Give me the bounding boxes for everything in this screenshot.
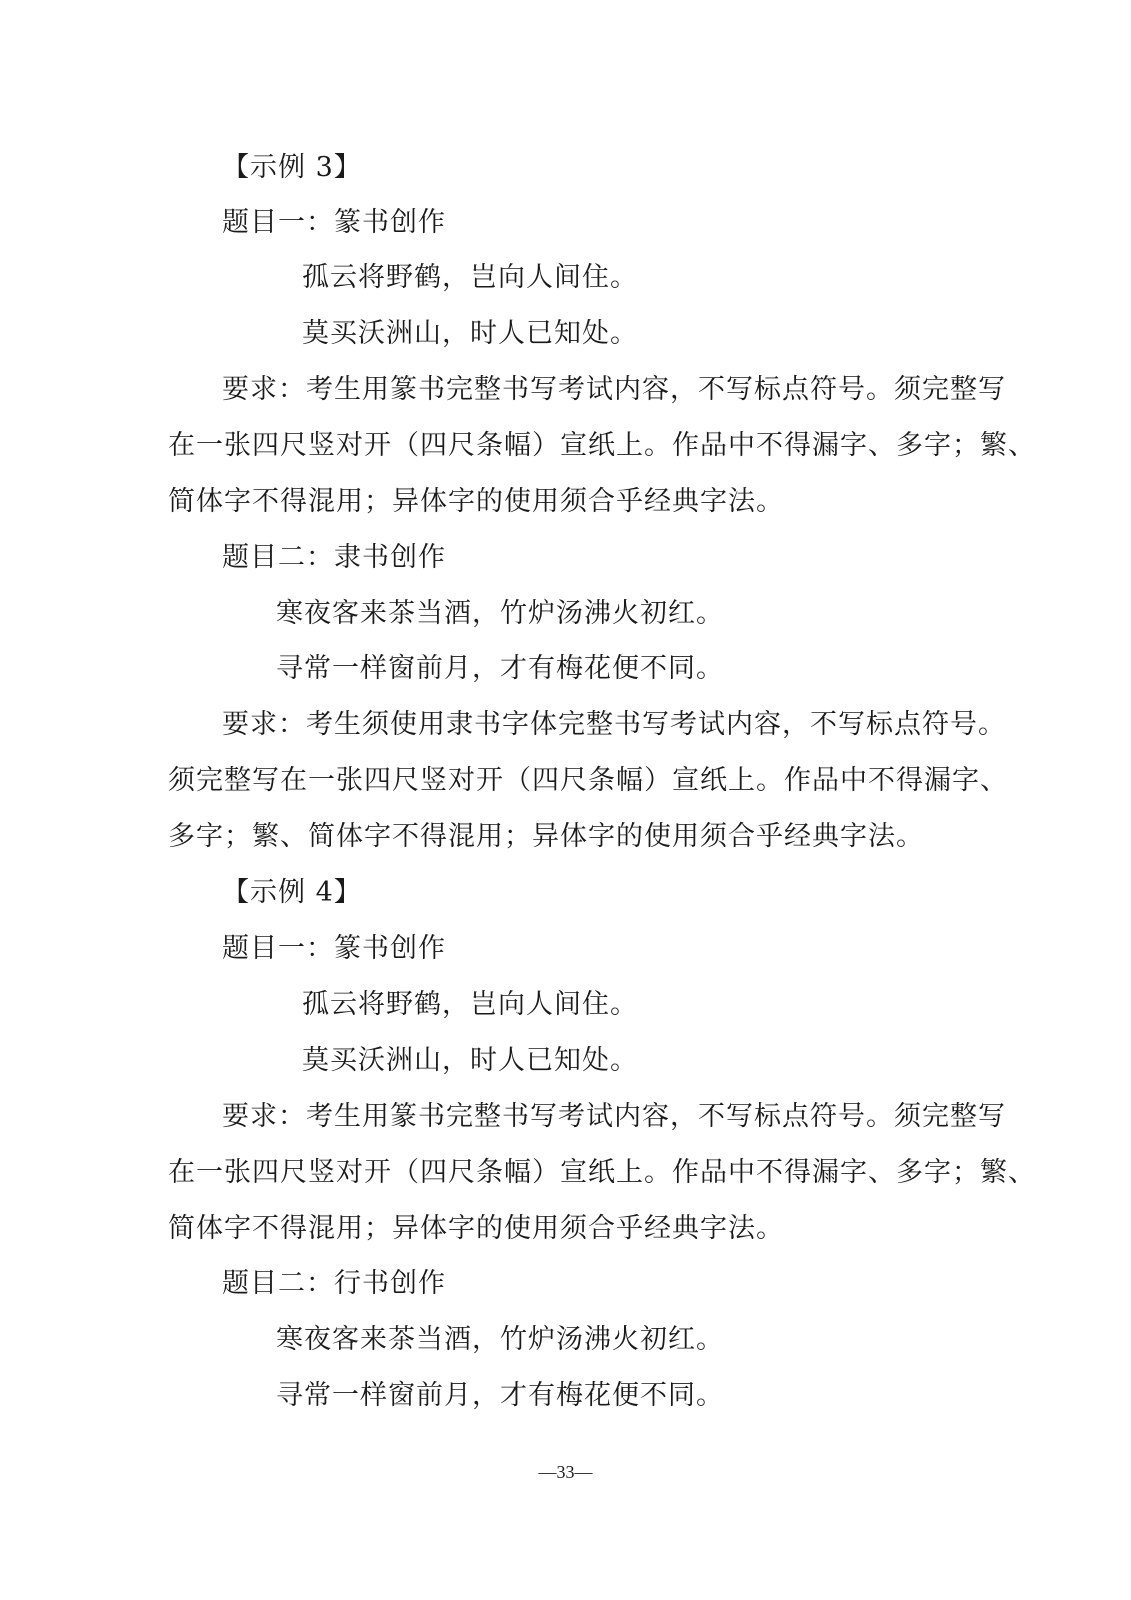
example-3-topic-1-poem-line-2: 莫买沃洲山，时人已知处。 xyxy=(302,318,638,349)
example-4-topic-1-requirement-line-1: 要求：考生用篆书完整书写考试内容，不写标点符号。须完整写 xyxy=(222,1101,1006,1132)
example-3-topic-1-poem-line-1: 孤云将野鹤，岂向人间住。 xyxy=(302,262,638,293)
example-3-topic-2-requirement-line-2: 须完整写在一张四尺竖对开（四尺条幅）宣纸上。作品中不得漏字、 xyxy=(168,765,1008,796)
example-3-topic-2-requirement-line-1: 要求：考生须使用隶书字体完整书写考试内容，不写标点符号。 xyxy=(222,709,1006,740)
example-3-topic-2-requirement-line-3: 多字；繁、简体字不得混用；异体字的使用须合乎经典字法。 xyxy=(168,821,924,852)
example-4-topic-2-poem-line-1: 寒夜客来茶当酒，竹炉汤沸火初红。 xyxy=(276,1324,724,1355)
example-3-topic-2-poem-line-1: 寒夜客来茶当酒，竹炉汤沸火初红。 xyxy=(276,598,724,629)
example-3-topic-1-requirement-line-2: 在一张四尺竖对开（四尺条幅）宣纸上。作品中不得漏字、多字；繁、 xyxy=(168,430,1036,461)
example-3-topic-2-title: 题目二：隶书创作 xyxy=(222,542,446,573)
example-4-topic-1-poem-line-2: 莫买沃洲山，时人已知处。 xyxy=(302,1045,638,1076)
example-3-topic-1-requirement-line-3: 简体字不得混用；异体字的使用须合乎经典字法。 xyxy=(168,486,784,517)
example-3-topic-1-requirement-line-1: 要求：考生用篆书完整书写考试内容，不写标点符号。须完整写 xyxy=(222,374,1006,405)
example-4-topic-1-title: 题目一：篆书创作 xyxy=(222,933,446,964)
example-4-heading: 【示例 4】 xyxy=(222,877,362,908)
page-number: —33— xyxy=(538,1462,593,1482)
example-3-heading: 【示例 3】 xyxy=(222,152,362,183)
example-4-topic-1-poem-line-1: 孤云将野鹤，岂向人间住。 xyxy=(302,989,638,1020)
example-3-topic-1-title: 题目一：篆书创作 xyxy=(222,207,446,238)
example-4-topic-2-title: 题目二：行书创作 xyxy=(222,1268,446,1299)
example-4-topic-2-poem-line-2: 寻常一样窗前月，才有梅花便不同。 xyxy=(276,1380,724,1411)
example-3-topic-2-poem-line-2: 寻常一样窗前月，才有梅花便不同。 xyxy=(276,653,724,684)
example-4-topic-1-requirement-line-2: 在一张四尺竖对开（四尺条幅）宣纸上。作品中不得漏字、多字；繁、 xyxy=(168,1157,1036,1188)
example-4-topic-1-requirement-line-3: 简体字不得混用；异体字的使用须合乎经典字法。 xyxy=(168,1213,784,1244)
